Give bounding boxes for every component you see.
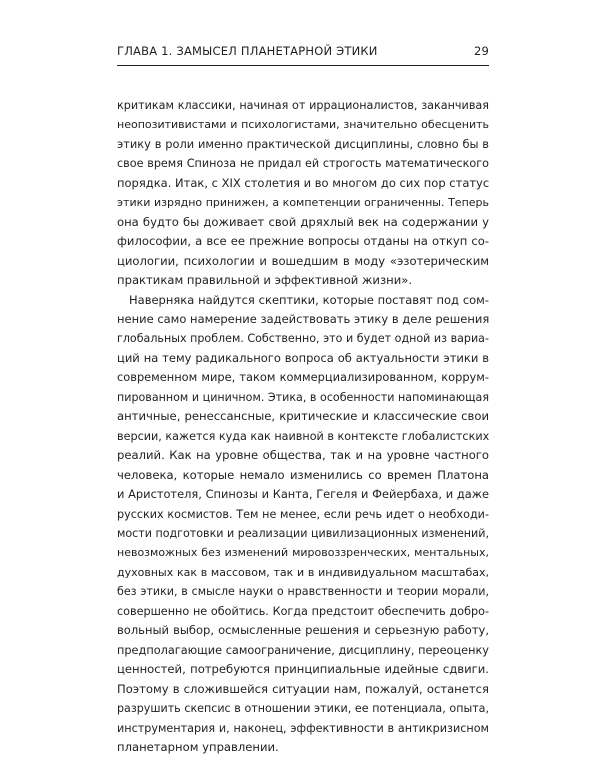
text-line: этику в роли именно практической дисциплины, словно бы в xyxy=(117,136,489,151)
text-line: человека, которые немало изменились со времен Платона xyxy=(117,467,489,482)
text-line: Поэтому в сложившейся ситуации нам, пожалуй, останется xyxy=(117,681,489,696)
running-header xyxy=(117,44,489,62)
text-line: этики изрядно принижен, а компетенции ограниченны. Теперь xyxy=(117,196,489,210)
text-line: пированном и циничном. Этика, в особенности напоминающая xyxy=(117,390,489,404)
page-number: 29 xyxy=(473,44,489,58)
paragraph-2 xyxy=(117,291,489,757)
text-line: философии, а все ее прежние вопросы отданы на откуп со- xyxy=(117,234,489,249)
text-line: мости подготовки и реализации цивилизационных изменений, xyxy=(117,526,489,540)
text-line: практикам правильной и эффективной жизни». xyxy=(117,273,413,288)
text-line: планетарном управлении. xyxy=(117,739,279,754)
text-line: духовных как в массовом, так и в индивидуальном масштабах, xyxy=(117,565,489,579)
text-line: реалий. Как на уровне общества, так и на уровне частного xyxy=(117,448,489,463)
text-line: современном мире, таком коммерциализированном, коррум- xyxy=(117,370,489,385)
text-line: порядка. Итак, с XIX столетия и во многом до сих пор статус xyxy=(117,175,489,190)
text-line: она будто бы доживает свой дряхлый век на содержании у xyxy=(117,214,489,229)
body-text xyxy=(117,96,489,757)
text-line: циологии, психологии и вошедшим в моду «эзотерическим xyxy=(117,253,489,268)
text-line: античные, ренессансные, критические и классические свои xyxy=(117,409,489,424)
text-line: русских космистов. Тем не менее, если речь идет о необходи- xyxy=(117,507,489,521)
text-line: версии, кажется куда как наивной в контексте глобалистских xyxy=(117,429,489,443)
text-line: критикам классики, начиная от иррационалистов, заканчивая xyxy=(117,99,489,112)
text-line: нение само намерение задействовать этику в деле решения xyxy=(117,311,489,326)
text-line: разрушить скепсис в отношении этики, ее потенциала, опыта, xyxy=(117,702,489,716)
text-line: вольный выбор, осмысленные решения и серьезную работу, xyxy=(117,623,489,638)
text-line: свое время Спиноза не придал ей строгость математического xyxy=(117,157,489,171)
text-line: ценностей, потребуются принципиальные идейные сдвиги. xyxy=(117,662,489,677)
text-line: Наверняка найдутся скептики, которые поставят под сом- xyxy=(129,292,489,307)
chapter-title: ГЛАВА 1. ЗАМЫСЕЛ ПЛАНЕТАРНОЙ ЭТИКИ xyxy=(117,44,378,58)
paragraph-1 xyxy=(117,96,489,291)
text-line: ций на тему радикального вопроса об актуальности этики в xyxy=(117,350,489,365)
text-line: инструментария и, наконец, эффективности в антикризисном xyxy=(117,721,489,735)
text-line: и Аристотеля, Спинозы и Канта, Гегеля и Фейербаха, и даже xyxy=(117,487,489,502)
text-line: предполагающие самоограничение, дисциплину, переоценку xyxy=(117,643,489,657)
text-line: глобальных проблем. Собственно, это и будет одной из вариа- xyxy=(117,332,489,346)
text-line: невозможных без изменений мировоззренческих, ментальных, xyxy=(117,546,489,560)
text-line: неопозитивистами и психологистами, значительно обесценить xyxy=(117,118,489,132)
header-rule xyxy=(117,65,489,66)
text-line: совершенно не обойтись. Когда предстоит обеспечить добро- xyxy=(117,604,489,618)
text-line: без этики, в смысле науки о нравственности и теории морали, xyxy=(117,585,489,599)
